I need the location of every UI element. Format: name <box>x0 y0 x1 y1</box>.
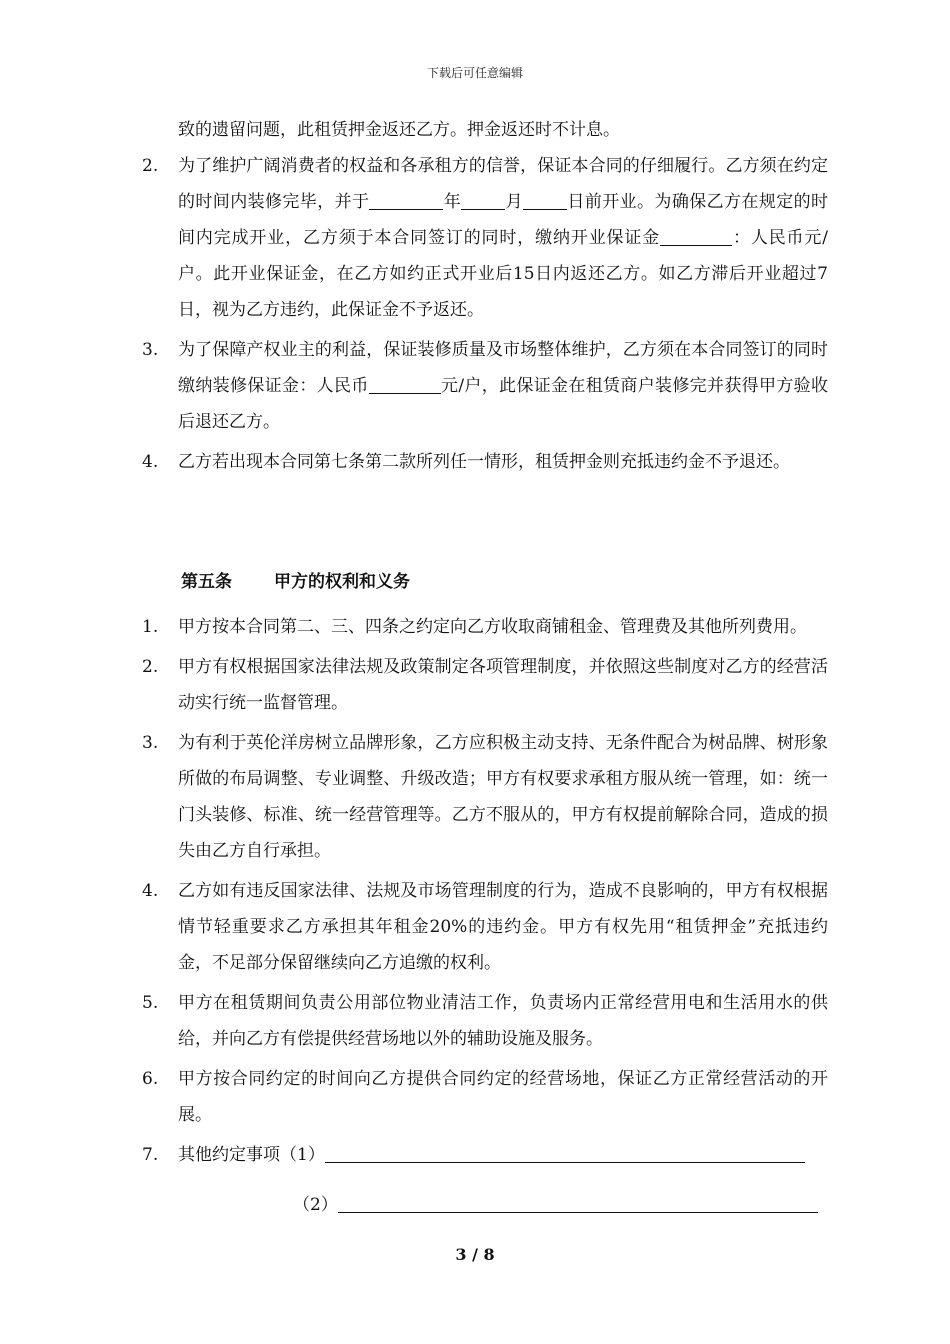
deposit-blank[interactable] <box>660 227 732 246</box>
item-number: 3. <box>142 340 159 360</box>
list-item <box>0 1061 950 1133</box>
item-number: 1. <box>142 617 159 637</box>
item-number: 4. <box>142 881 159 901</box>
list-item <box>0 332 950 440</box>
item-number: 6. <box>142 1069 159 1089</box>
item-text: 甲方在租赁期间负责公用部位物业清洁工作，负责场内正常经营用电和生活用水的供给，并向乙方有偿提供经营场地以外的辅助设施及服务。 <box>178 993 828 1049</box>
list-item <box>0 873 950 981</box>
other-terms-blank-2[interactable] <box>338 1194 818 1213</box>
list-item <box>0 148 950 328</box>
list-item <box>0 649 950 721</box>
list-item <box>0 444 950 480</box>
item-number: 2. <box>142 657 159 677</box>
section4-list <box>0 148 950 480</box>
page-header: 下载后可任意编辑 <box>426 66 523 80</box>
item-text: 为有利于英伦洋房树立品牌形象，乙方应积极主动支持、无条件配合为树品牌、树形象所做的布局调整、专业调整、升级改造；甲方有权要求承租方服从统一管理，如：统一门头装修、标准、统一经营管理等。乙方不服从的，甲方有权提前解除合同，造成的损失由乙方自行承担。 <box>178 733 828 861</box>
day-blank[interactable] <box>523 191 567 210</box>
list-item <box>0 985 950 1057</box>
item-text: 甲方有权根据国家法律法规及政策制定各项管理制度，并依照这些制度对乙方的经营活动实行统一监督管理。 <box>178 657 828 713</box>
list-item <box>0 1137 950 1173</box>
item-text: 甲方按合同约定的时间向乙方提供合同约定的经营场地，保证乙方正常经营活动的开展。 <box>178 1069 828 1125</box>
renovation-deposit-blank[interactable] <box>369 375 441 394</box>
item-number: 7. <box>142 1145 159 1165</box>
item-text: 乙方如有违反国家法律、法规及市场管理制度的行为，造成不良影响的，甲方有权根据情节轻重要求乙方承担其年租金20%的违约金。甲方有权先用“租赁押金”充抵违约金，不足部分保留继续向乙方追缴的权利。 <box>178 881 828 973</box>
year-blank[interactable] <box>369 191 443 210</box>
item-number: 3. <box>142 733 159 753</box>
other-terms-blank-1[interactable] <box>325 1144 805 1163</box>
item-number: 5. <box>142 993 159 1013</box>
other-terms-line-2: （2） <box>293 1187 818 1223</box>
item-text: 乙方若出现本合同第七条第二款所列任一情形，租赁押金则充抵违约金不予退还。 <box>178 452 790 472</box>
item-number: 4. <box>142 452 159 472</box>
page-number: 3 / 8 <box>455 1245 495 1264</box>
section-heading: 第五条 甲方的权利和义务 <box>181 572 410 592</box>
item-text: 其他约定事项（1） <box>178 1137 828 1173</box>
item-text: 甲方按本合同第二、三、四条之约定向乙方收取商铺租金、管理费及其他所列费用。 <box>178 617 807 637</box>
month-blank[interactable] <box>461 191 505 210</box>
item-number: 2. <box>142 156 159 176</box>
list-item <box>0 725 950 869</box>
list-item <box>0 609 950 645</box>
section5-list <box>0 609 950 1173</box>
item-text: 为了保障产权业主的利益，保证装修质量及市场整体维护，乙方须在本合同签订的同时缴纳装修保证金：人民币 元/户，此保证金在租赁商户装修完并获得甲方验收后退还乙方。 <box>178 340 829 432</box>
continuation-line: 致的遗留问题，此租赁押金返还乙方。押金返还时不计息。 <box>178 120 620 140</box>
item-text: 为了维护广阔消费者的权益和各承租方的信誉，保证本合同的仔细履行。乙方须在约定的时间内装修完毕，并于 年 月 日前开业。为确保乙方在规定的时间内完成开业，乙方须于本合同签订的同时，缴纳开业保证金 ：人民币元/户。此开业保证金，在乙方如约正式开业后15日内返还乙方。如乙方滞后开业超过7日，视为乙方违约，此保证金不予返还。 <box>178 156 829 320</box>
